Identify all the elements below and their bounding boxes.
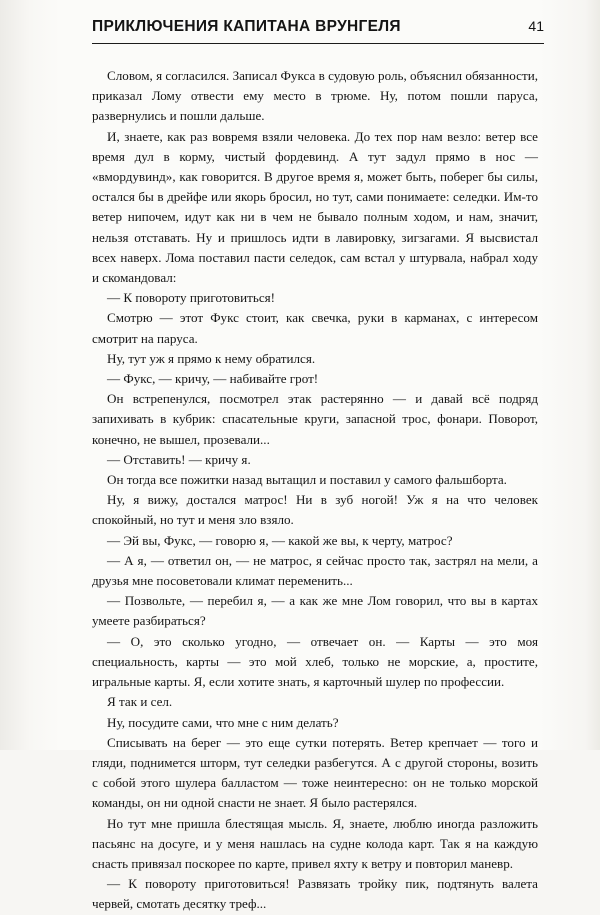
paragraph: Ну, посудите сами, что мне с ним делать? [107,714,339,730]
body-text [92,66,538,915]
paragraph: — Отставить! — кричу я. [107,451,251,467]
paragraph: — Фукс, — кричу, — набивайте грот! [107,371,319,387]
paragraph: Он встрепенулся, посмотрел этак растерянно — и давай всё подряд запихивать в кубрик: спасательные круги, запасной трос, фонари. Поворот, конечно, не вышел, прозевали... [92,391,538,447]
paragraph: Я так и сел. [107,694,173,710]
paragraph: Он тогда все пожитки назад вытащил и поставил у самого фальшборта. [107,472,507,488]
paragraph: Смотрю — этот Фукс стоит, как свечка, руки в карманах, с интересом смотрит на паруса. [92,310,538,346]
paragraph: Но тут мне пришла блестящая мысль. Я, знаете, люблю иногда разложить пасьянс на досуге, и у меня нашлась на судне колода карт. Так я на каждую снасть привязал поскорее по карте, привел яхту к ветру и повторил маневр. [92,815,538,871]
header-rule [92,43,544,44]
running-header [92,12,544,46]
paragraph: — Позвольте, — перебил я, — а как же мне Лом говорил, что вы в картах умеете разбираться? [92,593,538,629]
paragraph: Списывать на берег — это еще сутки потерять. Ветер крепчает — того и гляди, поднимется шторм, тут селедки разбегутся. А с другой стороны, возить с собой этого шулера балластом — тоже неинтересно: он не только морской команды, он ни одной снасти не знает. Я было растерялся. [92,734,538,811]
paragraph: Словом, я согласился. Записал Фукса в судовую роль, объяснил обязанности, приказал Лому отвести ему место в трюме. Ну, потом пошли паруса, развернулись и пошли дальше. [92,68,538,124]
running-header-title: ПРИКЛЮЧЕНИЯ КАПИТАНА ВРУНГЕЛЯ [92,18,401,35]
paragraph: — О, это сколько угодно, — отвечает он. — Карты — это моя специальность, карты — это мой хлеб, только не морские, а, простите, игральные карты. Я, если хотите знать, я карточный шулер по профессии. [92,633,538,690]
paragraph: — К повороту приготовиться! [107,290,276,306]
paragraph: И, знаете, как раз вовремя взяли человека. До тех пор нам везло: ветер все время дул в корму, чистый фордевинд. А тут задул прямо в нос — «вмордувинд», как говорится. В другое время я, может быть, поберег бы силы, остался бы в дрейфе или якорь бросил, но тут, сами понимаете: селедки. Им-то ветер нипочем, идут как ни в чем не бывало полным ходом, и нам, значит, нельзя отставать. Ну и пришлось идти в лавировку, зигзагами. Я высвистал всех наверх. Лома поставил пасти селедок, сам встал у штурвала, набрал ходу и скомандовал: [92,128,538,286]
paragraph: — А я, — ответил он, — не матрос, я сейчас просто так, застрял на мели, а друзья мне посоветовали климат переменить... [92,552,538,589]
paragraph: Ну, я вижу, достался матрос! Ни в зуб ногой! Уж я на что человек спокойный, но тут и меня зло взяло. [92,492,538,528]
page-number: 41 [528,18,544,34]
paragraph: Ну, тут уж я прямо к нему обратился. [107,350,316,366]
paragraph: — К повороту приготовиться! Развязать тройку пик, подтянуть валета червей, смотать десятку треф... [92,876,538,912]
paragraph: — Эй вы, Фукс, — говорю я, — какой же вы, к черту, матрос? [107,532,453,548]
